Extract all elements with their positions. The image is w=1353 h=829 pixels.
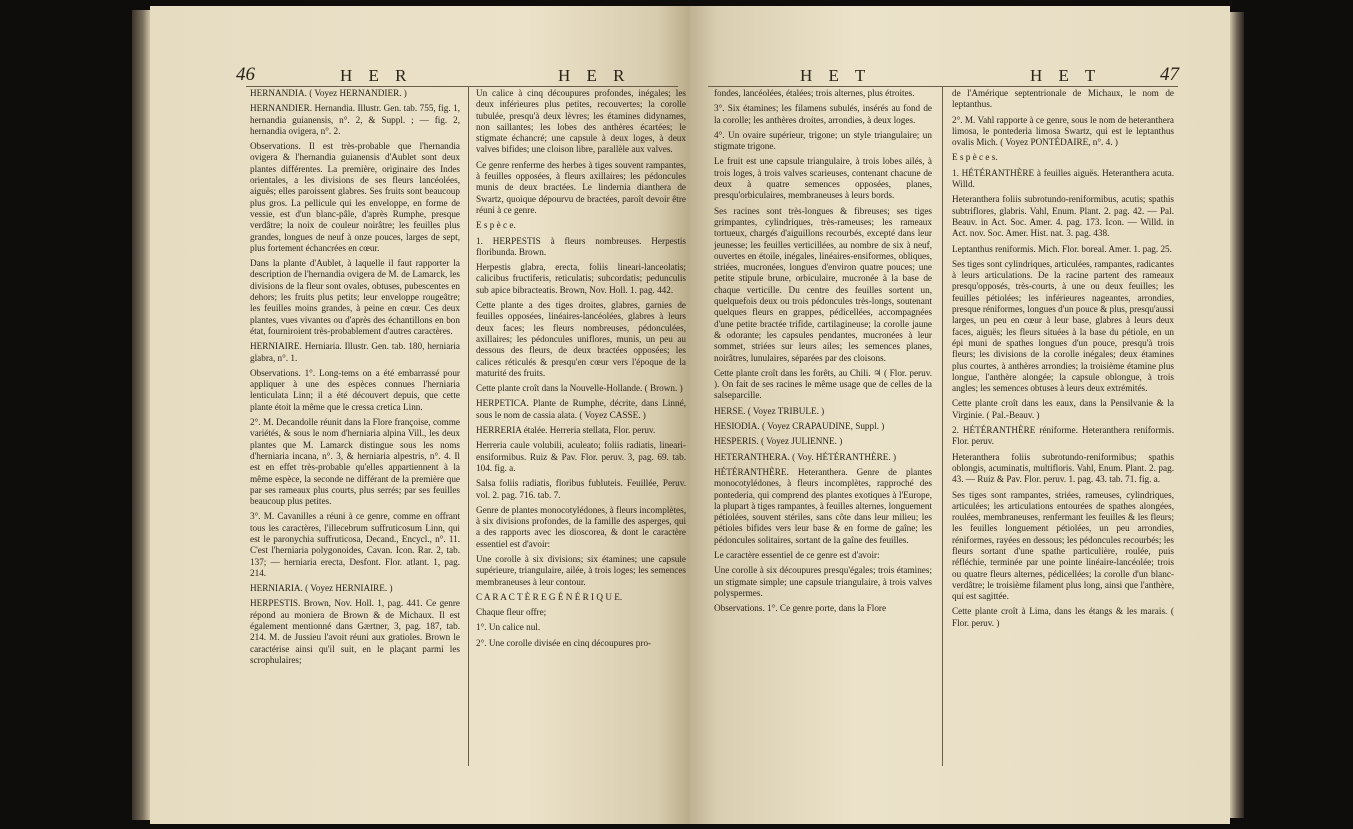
paragraph: Le fruit est une capsule triangulaire, à trois lobes ailés, à trois loges, à trois valves scarieuses, contenant chacune de deux à quatre semences opposées, planes, presqu'orbiculaires, membraneuses à leurs bords. bbox=[714, 156, 932, 201]
paragraph: Cette plante croît dans la Nouvelle-Hollande. ( Brown. ) bbox=[476, 383, 683, 394]
right-running-head: H E T bbox=[800, 66, 872, 85]
right-running-head-2: H E T bbox=[1030, 66, 1102, 85]
paragraph: Herreria caule volubili, aculeato; foliis radiatis, lineari-ensiformibus. Ruiz & Pav. Flor. peruv. 3, pag. 69. tab. 104. fig. a. bbox=[476, 440, 686, 473]
paragraph: Cette plante a des tiges droites, glabres, garnies de feuilles opposées, linéaires-lancéolées, glabres à leurs deux faces; les fleurs nombreuses, pédonculées, axillaires; les pédoncules uniflores, munis, un peu au dessous des fleurs, de deux bractées opposées; les calices réticulés & presqu'en cœur vers l'époque de la maturité des fruits. bbox=[476, 300, 686, 378]
paragraph: 1°. Un calice nul. bbox=[476, 622, 541, 633]
right-column-1 bbox=[714, 88, 932, 618]
paragraph: Cette plante croît à Lima, dans les étangs & les marais. ( Flor. peruv. ) bbox=[952, 606, 1174, 628]
paragraph: 1. HÉTÉRANTHÈRE à feuilles aiguës. Heteranthera acuta. Willd. bbox=[952, 167, 1174, 190]
paragraph: C A R A C T È R E G É N É R I Q U E. bbox=[476, 591, 623, 602]
paragraph: Observations. 1°. Long-tems on a été embarrassé pour appliquer à une des espèces connues l'herniaria lenticulata Linn; il a été découvert depuis, que cette plante étoit la même que le cressa cretica Linn. bbox=[250, 367, 460, 412]
book-spread bbox=[150, 6, 1230, 824]
paragraph: de l'Amérique septentrionale de Michaux, le nom de leptanthus. bbox=[952, 88, 1174, 110]
paragraph: Une corolle à six divisions; six étamines; une capsule supérieure, triangulaire, ailée, à trois loges; les semences membraneuses à leur contour. bbox=[476, 553, 686, 587]
paragraph: Genre de plantes monocotylédones, à fleurs incomplètes, à six divisions profondes, de la famille des asperges, qui a des rapports avec les dioscorea, & dont le caractère essentiel est d'avoir: bbox=[476, 504, 686, 549]
right-column-2 bbox=[952, 88, 1174, 633]
paragraph: Ce genre renferme des herbes à tiges souvent rampantes, à feuilles opposées, à fleurs axillaires; les pédoncules munis de deux bractées. Le lindernia dianthera de Swartz, quoique dépourvu de bractées, paroît devoir être réuni à ce genre. bbox=[476, 159, 686, 215]
paragraph: E s p è c e s. bbox=[952, 152, 998, 163]
paragraph: HERNIAIRE. Herniaria. Illustr. Gen. tab. 180, herniaria glabra, n°. 1. bbox=[250, 341, 460, 363]
paragraph: 3°. Six étamines; les filamens subulés, insérés au fond de la corolle; les anthères droites, arrondies, à deux loges. bbox=[714, 103, 932, 125]
paragraph: HERPESTIS. Brown, Nov. Holl. 1, pag. 441. Ce genre répond au moniera de Brown & de Michaux. Il est également mentionné dans Gærtner, 3, pag. 187, tab. 214. M. de Jussieu l'avoit réuni aux gratioles. Brown le caractérise ainsi qu'il suit, en le plaçant parmi les scrophulaires; bbox=[250, 598, 460, 665]
right-column-divider bbox=[942, 86, 943, 766]
paragraph: Cette plante croît dans les forêts, au Chili. ♃ ( Flor. peruv. ). On fait de ses racines le même usage que de celles de la salseparcille. bbox=[714, 367, 932, 401]
paragraph: HESIODIA. ( Voyez CRAPAUDINE, Suppl. ) bbox=[714, 421, 885, 432]
paragraph: 3°. M. Cavanilles a réuni à ce genre, comme en offrant tous les caractères, l'illecebrum suffruticosum Linn, qui est le paronychia suffruticosa, Decand., Encycl., n°. 11. C'est l'herniaria polygonoides, Cavan. Icon. Rar. 2, tab. 137; — herniaria erecta, Desfont. Flor. atlant. 1, pag. 214. bbox=[250, 511, 460, 578]
paragraph: Le caractère essentiel de ce genre est d'avoir: bbox=[714, 549, 880, 560]
left-column-divider bbox=[468, 86, 469, 766]
paragraph: fondes, lancéolées, étalées; trois alternes, plus étroites. bbox=[714, 88, 915, 98]
paragraph: Une corolle à six découpures presqu'égales; trois étamines; un stigmate simple; une capsule triangulaire, à trois valves polyspermes. bbox=[714, 565, 932, 598]
paragraph: Cette plante croît dans les eaux, dans la Pensilvanie & la Virginie. ( Pal.-Beauv. ) bbox=[952, 398, 1174, 420]
paragraph: 1. HERPESTIS à fleurs nombreuses. Herpestis floribunda. Brown. bbox=[476, 235, 686, 257]
paragraph: HERPETICA. Plante de Rumphe, décrite, dans Linné, sous le nom de cassia alata. ( Voyez CASSE. ) bbox=[476, 398, 686, 420]
left-running-head-2: H E R bbox=[558, 66, 631, 85]
paragraph: Ses tiges sont rampantes, striées, rameuses, cylindriques, articulées; les articulations entourées de spathes alongées, roulées, membraneuses, renfermant les feuilles & les fleurs; les feuilles longuement pétiolées, un peu arrondies, réniformes, rayées en dessous; les pédoncules recourbés; les fleurs sortant d'une spathe particulière, roulée, puis réfléchie, terminée par une pointe linéaire-lancéolée; trois ou quatre fleurs alternes, pédicellées; la corolle d'un blanc-verdâtre; le troisième filament plus long, ainsi que l'anthère, qui est sagittée. bbox=[952, 489, 1174, 602]
paragraph: E s p è c e. bbox=[476, 220, 516, 231]
paragraph: Heteranthera foliis subrotundo-reniformibus, acutis; spathis subtriflores, glabris. Vahl, Enum. Plant. 2. pag. 42. — Pal. Beauv. in Act. Soc. Amer. 4. pag. 173. Icon. — Willd. in Act. nov. Soc. Amer. Hist. nat. 3. pag. 438. bbox=[952, 194, 1174, 239]
paragraph: 2°. M. Decandolle réunit dans la Flore françoise, comme variétés, & sous le nom d'herniaria alpina Vill., les deux plantes que M. Lamarck distingue sous les noms d'herniaria incana, n°. 3, & herniaria alpestris, n°. 4. Il est en effet très-probable qu'elles appartiennent à la même espèce, la seconde ne différant de la première que par ses rameaux plus courts, plus serrés; par ses feuilles beaucoup plus petites. bbox=[250, 417, 460, 507]
paragraph: HETERANTHERA. ( Voy. HÉTÉRANTHÈRE. ) bbox=[714, 451, 897, 462]
paragraph: Chaque fleur offre; bbox=[476, 607, 547, 618]
paragraph: 2. HÉTÉRANTHÈRE réniforme. Heteranthera reniformis. Flor. peruv. bbox=[952, 425, 1174, 447]
paragraph: HERNANDIER. Hernandia. Illustr. Gen. tab. 755, fig. 1, hernandia guianensis, n°. 2, & Suppl. ; — fig. 2, hernandia ovigera, n°. 2. bbox=[250, 103, 460, 136]
paragraph: Observations. Il est très-probable que l'hernandia ovigera & l'hernandia guianensis d'Aublet sont deux plantes différentes. La première, originaire des Indes orientales, a les divisions de ses fleurs lancéolées, aiguës; elles paroissent glabres. Ses fruits sont beaucoup plus gros. La pellicule qui les enveloppe, en forme de vessie, est d'un blanc-pâle, d'après Rumphe, presque verdâtre; la noix de couleur noirâtre; les feuilles plus grandes, longues de neuf à onze pouces, larges de sept, plus fortement échancrées en cœur. bbox=[250, 141, 460, 253]
book-edge-left bbox=[132, 10, 150, 820]
paragraph: Dans la plante d'Aublet, à laquelle il faut rapporter la description de l'hernandia ovigera de M. de Lamarck, les divisions de la fleur sont ovales, obtuses, pubescentes en dehors; les fruits plus petits; leur enveloppe rougeâtre; les feuilles moins grandes, à peine en cœur. Ces deux plantes, vues vivantes ou d'après des échantillons en bon état, fourniroient très-probablement d'autres caractères. bbox=[250, 258, 460, 336]
left-head-rule bbox=[246, 86, 678, 87]
paragraph: 4°. Un ovaire supérieur, trigone; un style triangulaire; un stigmate trigone. bbox=[714, 129, 932, 152]
left-running-head: H E R bbox=[340, 66, 413, 85]
paragraph: Ses racines sont très-longues & fibreuses; ses tiges grimpantes, cylindriques, très-rameuses; les rameaux tortueux, chargés d'aiguillons recourbés, excepté dans leur jeunesse; les feuilles verticillées, au nombre de six à neuf, ouvertes en étoile, inégales, linéaires-ensiformes, obliques, striées, mucronées, longues d'environ quatre pouces; une petite stipule brune, orbiculaire, mucronée à la base de chaque verticille. Du centre des feuilles sortent un, quelquefois deux ou trois pédoncules très-longs, soutenant quelques fleurs en grappes, pédicellées, accompagnées d'une petite bractée trifide, cartilagineuse; la corolle jaune & odorante; les capsules pendantes, mucronées à leur sommet, striées sur leurs ailes; les semences planes, noirâtres, lunulaires, séparées par des cloisons. bbox=[714, 205, 932, 363]
paragraph: Herpestis glabra, erecta, foliis lineari-lanceolatis; calicibus fructiferis, reticulatis; subcordatis; pedunculis sub apice bibracteatis. Brown, Nov. Holl. 1. pag. 442. bbox=[476, 262, 686, 295]
left-column-1 bbox=[250, 88, 460, 670]
book-edge-right bbox=[1230, 12, 1244, 818]
paragraph: Observations. 1°. Ce genre porte, dans la Flore bbox=[714, 603, 887, 614]
paragraph: HERNIARIA. ( Voyez HERNIAIRE. ) bbox=[250, 583, 393, 594]
paragraph: Salsa foliis radiatis, floribus fubluteis. Feuillée, Peruv. vol. 2. pag. 716. tab. 7. bbox=[476, 478, 686, 500]
paragraph: 2°. M. Vahl rapporte à ce genre, sous le nom de heteranthera limosa, le pontederia limosa Swartz, qui est le leptanthus ovalis Mich. ( Voyez PONTÉDAIRE, n°. 4. ) bbox=[952, 114, 1174, 148]
paragraph: 2°. Une corolle divisée en cinq découpures pro- bbox=[476, 637, 652, 648]
left-page-number: 46 bbox=[236, 64, 255, 85]
right-head-rule bbox=[708, 86, 1178, 87]
paragraph: HERNANDIA. ( Voyez HERNANDIER. ) bbox=[250, 88, 407, 98]
right-page-number: 47 bbox=[1160, 64, 1179, 85]
paragraph: Leptanthus reniformis. Mich. Flor. boreal. Amer. 1. pag. 25. bbox=[952, 243, 1172, 254]
paragraph: HERSE. ( Voyez TRIBULE. ) bbox=[714, 405, 825, 416]
paragraph: HERRERIA étalée. Herreria stellata, Flor. peruv. bbox=[476, 425, 656, 436]
paragraph: HÉTÉRANTHÈRE. Heteranthera. Genre de plantes monocotylédones, à fleurs incomplètes, rapproché des pontederia, qui comprend des plantes exotiques à l'Europe, la plupart à tiges rampantes, à feuilles alternes, longuement pétiolées, souvent stériles, sans côte dans leur milieu; les pétioles bifides vers leur base & en forme de gaîne; les pédoncules solitaires, sortant de la gaîne des feuilles. bbox=[714, 466, 932, 545]
left-column-2 bbox=[476, 88, 686, 653]
paragraph: Ses tiges sont cylindriques, articulées, rampantes, radicantes à leurs articulations. De la racine partent des rameaux presqu'opposés, très-courts, à une ou deux feuilles; les feuilles pétiolées; les inférieures nageantes, arrondies, presque réniformes, longues d'un pouce & plus, presqu'aussi larges, un peu en cœur à leur base, glabres à leurs deux faces, aiguës; les fleurs situées à la base du pétiole, en un épi muni de spathes longues d'un pouce, presqu'à trois fleurs; les divisions de la corolle inégales; deux étamines plus courtes, à anthères arrondies; la troisième étamine plus longue, l'anthère alongée; la capsule oblongue, à trois angles; les semences obtuses à leurs deux extrémités. bbox=[952, 258, 1174, 394]
right-page bbox=[690, 6, 1230, 824]
paragraph: Un calice à cinq découpures profondes, inégales; les deux inférieures plus petites, recouvertes; la corolle tubulée, presqu'à deux lèvres; les étamines didynames, non saillantes; les lobes des anthères écartées; le stigmate échancré; une capsule à deux loges, à deux valves bifides; une cloison libre, parallèle aux valves. bbox=[476, 88, 686, 155]
paragraph: HESPERIS. ( Voyez JULIENNE. ) bbox=[714, 436, 843, 447]
paragraph: Heteranthera foliis subrotundo-reniformibus; spathis oblongis, acuminatis, multifloris. Vahl, Enum. Plant. 2. pag. 43. — Ruiz & Pav. Flor. peruv. 1. pag. 43. tab. 71. fig. a. bbox=[952, 451, 1174, 485]
left-page bbox=[150, 6, 690, 824]
